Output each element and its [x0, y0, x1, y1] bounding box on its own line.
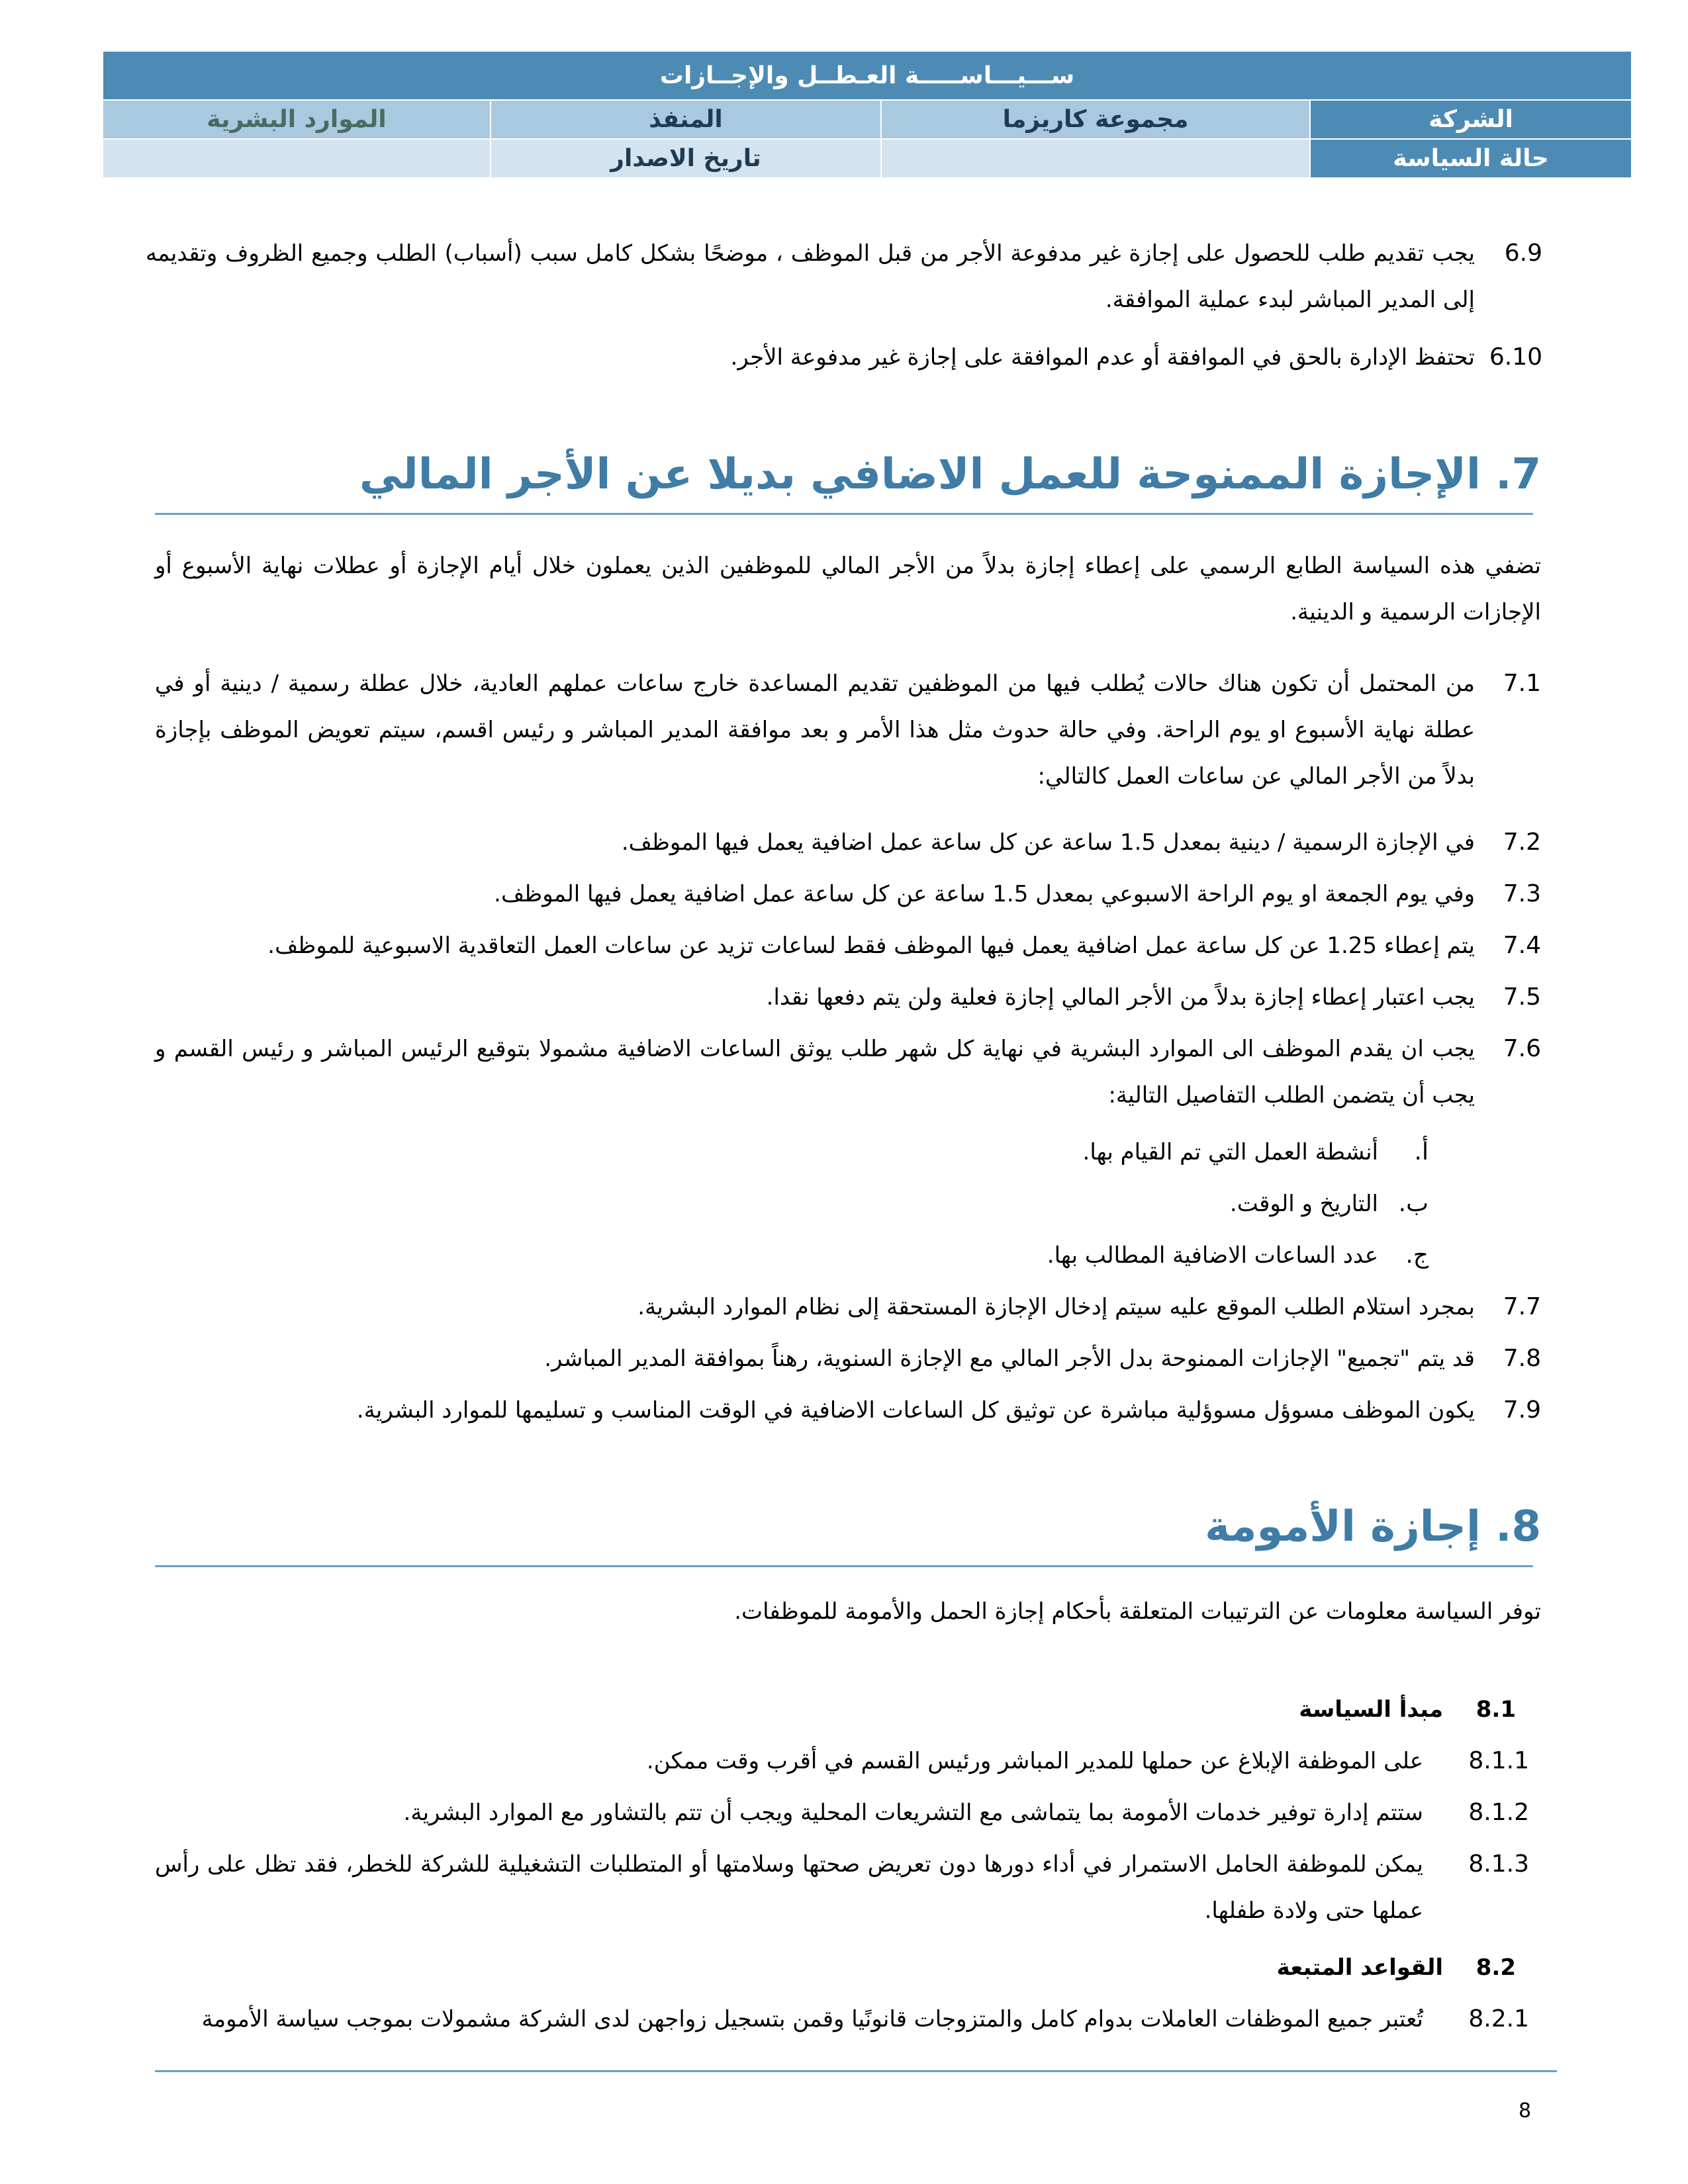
list-item-text: بمجرد استلام الطلب الموقع عليه سيتم إدخال الإجازة المستحقة إلى نظام الموارد البشرية.: [637, 1294, 1475, 1320]
list-item-text: يجب اعتبار إعطاء إجازة بدلاً من الأجر المالي إجازة فعلية ولن يتم دفعها نقدا.: [766, 984, 1475, 1011]
company-label: الشركة: [1310, 100, 1632, 139]
section-7-heading: [359, 445, 1541, 504]
policy-header-table: [102, 50, 1632, 179]
subsection-title: مبدأ السياسة: [1299, 1696, 1443, 1723]
page-number: 8: [1519, 2099, 1532, 2122]
item-number: 7.9: [1503, 1396, 1541, 1424]
heading-rule: [155, 513, 1533, 515]
list-item-text: يجب ان يقدم الموظف الى الموارد البشرية في نهاية كل شهر طلب يوثق الساعات الاضافية مشمولا بتوقيع الرئيس المباشر و رئيس القسم و يجب أن يتضمن الطلب التفاصيل التالية:: [155, 1036, 1475, 1109]
list-item-text: من المحتمل أن تكون هناك حالات يُطلب فيها من الموظفين تقديم المساعدة خارج ساعات عملهم العادية، خلال عطلة رسمية / دينية أو في عطلة نهاية الأسبوع او يوم الراحة. وفي حالة حدوث مثل هذا الأمر و بعد موافقة المدير المباشر و رئيس اقسم، سيتم تعويض الموظف بإجازة بدلاً من الأجر المالي عن ساعات العمل كالتالي:: [155, 670, 1475, 790]
list-item-text: يجب تقديم طلب للحصول على إجازة غير مدفوعة الأجر من قبل الموظف ، موضحًا بشكل كامل سبب (أسباب) الطلب وجميع الظروف وتقديمه إلى المدير المباشر لبدء عملية الموافقة.: [146, 240, 1475, 313]
item-number: 7.8: [1503, 1345, 1541, 1372]
list-item-text: في الإجازة الرسمية / دينية بمعدل 1.5 ساعة عن كل ساعة عمل اضافية يعمل فيها الموظف.: [621, 829, 1475, 856]
list-item-text: تُعتبر جميع الموظفات العاملات بدوام كامل والمتزوجات قانونًيا وقمن بتسجيل زواجهن لدى الشركة مشمولات بموجب سياسة الأمومة: [201, 2006, 1423, 2032]
subsection-number: 8.2: [1476, 1954, 1516, 1981]
executor-value: الموارد البشرية: [103, 100, 491, 139]
executor-label: المنفذ: [491, 100, 881, 139]
sub-item-letter: ب.: [1398, 1190, 1429, 1217]
heading-rule: [155, 1565, 1533, 1567]
issue-date-label: تاريخ الاصدار: [491, 139, 881, 178]
footer-rule: [155, 2070, 1557, 2072]
list-item-text: يكون الموظف مسوؤل مسوؤلية مباشرة عن توثيق كل الساعات الاضافية في الوقت المناسب و تسليمها للموارد البشرية.: [356, 1397, 1475, 1424]
company-value: مجموعة كاريزما: [881, 100, 1310, 139]
list-item-text: يتم إعطاء 1.25 عن كل ساعة عمل اضافية يعمل فيها الموظف فقط لساعات تزيد عن ساعات العمل التعاقدية الاسبوعية للموظف.: [267, 933, 1475, 959]
subsection-number: 8.1: [1476, 1696, 1516, 1723]
item-number: 7.1: [1503, 670, 1541, 697]
list-item-text: قد يتم "تجميع" الإجازات الممنوحة بدل الأجر المالي مع الإجازة السنوية، رهناً بموافقة المدير المباشر.: [544, 1345, 1475, 1372]
item-number: 8.2.1: [1468, 2005, 1529, 2032]
item-number: 7.7: [1503, 1293, 1541, 1320]
sub-item-letter: ج.: [1405, 1242, 1429, 1269]
list-item-text: وفي يوم الجمعة او يوم الراحة الاسبوعي بمعدل 1.5 ساعة عن كل ساعة عمل اضافية يعمل فيها الموظف.: [494, 881, 1475, 907]
item-number: 7.3: [1503, 880, 1541, 907]
section-title: الإجازة الممنوحة للعمل الاضافي بديلا عن الأجر المالي: [359, 450, 1481, 499]
item-number: 7.4: [1503, 932, 1541, 959]
sub-item-text: أنشطة العمل التي تم القيام بها.: [1082, 1139, 1378, 1165]
sub-item-text: التاريخ و الوقت.: [1229, 1191, 1378, 1217]
item-number: 7.2: [1503, 829, 1541, 856]
status-label: حالة السياسة: [1310, 139, 1632, 178]
sub-item-text: عدد الساعات الاضافية المطالب بها.: [1047, 1242, 1378, 1269]
section-number: 8.: [1495, 1502, 1541, 1551]
section-7-intro: تضفي هذه السياسة الطابع الرسمي على إعطاء إجازة بدلاً من الأجر المالي للموظفين الذين يعملون خلال أيام الإجازة أو عطلات نهاية الأسبوع أو الإجازات الرسمية و الدينية.: [155, 553, 1541, 625]
policy-title: ســـيـــاســـــة العـطــل والإجــازات: [103, 51, 1632, 100]
item-number: 7.6: [1503, 1035, 1541, 1062]
item-number: 6.10: [1489, 343, 1542, 371]
list-item-text: يمكن للموظفة الحامل الاستمرار في أداء دورها دون تعريض صحتها وسلامتها أو المتطلبات التشغيلية للشركة للخطر، فقد تظل على رأس عملها حتى ولادة طفلها.: [155, 1851, 1423, 1924]
issue-date-value: [103, 139, 491, 178]
section-8-heading: [1205, 1497, 1541, 1557]
item-number: 7.5: [1503, 983, 1541, 1011]
list-item-text: ستتم إدارة توفير خدمات الأمومة بما يتماشى مع التشريعات المحلية ويجب أن تتم بالتشاور مع الموارد البشرية.: [403, 1799, 1423, 1826]
item-number: 8.1.1: [1468, 1747, 1529, 1774]
subsection-title: القواعد المتبعة: [1276, 1954, 1443, 1981]
item-number: 8.1.2: [1468, 1799, 1529, 1826]
item-number: 8.1.3: [1468, 1850, 1529, 1878]
section-8-intro: توفر السياسة معلومات عن الترتيبات المتعلقة بأحكام إجازة الحمل والأمومة للموظفات.: [734, 1598, 1541, 1625]
sub-item-letter: أ.: [1414, 1138, 1429, 1165]
section-title: إجازة الأمومة: [1205, 1502, 1481, 1551]
section-number: 7.: [1495, 450, 1541, 499]
list-item-text: تحتفظ الإدارة بالحق في الموافقة أو عدم الموافقة على إجازة غير مدفوعة الأجر.: [730, 344, 1475, 371]
item-number: 6.9: [1504, 240, 1542, 267]
status-value: [881, 139, 1310, 178]
list-item-text: على الموظفة الإبلاغ عن حملها للمدير المباشر ورئيس القسم في أقرب وقت ممكن.: [646, 1748, 1423, 1774]
